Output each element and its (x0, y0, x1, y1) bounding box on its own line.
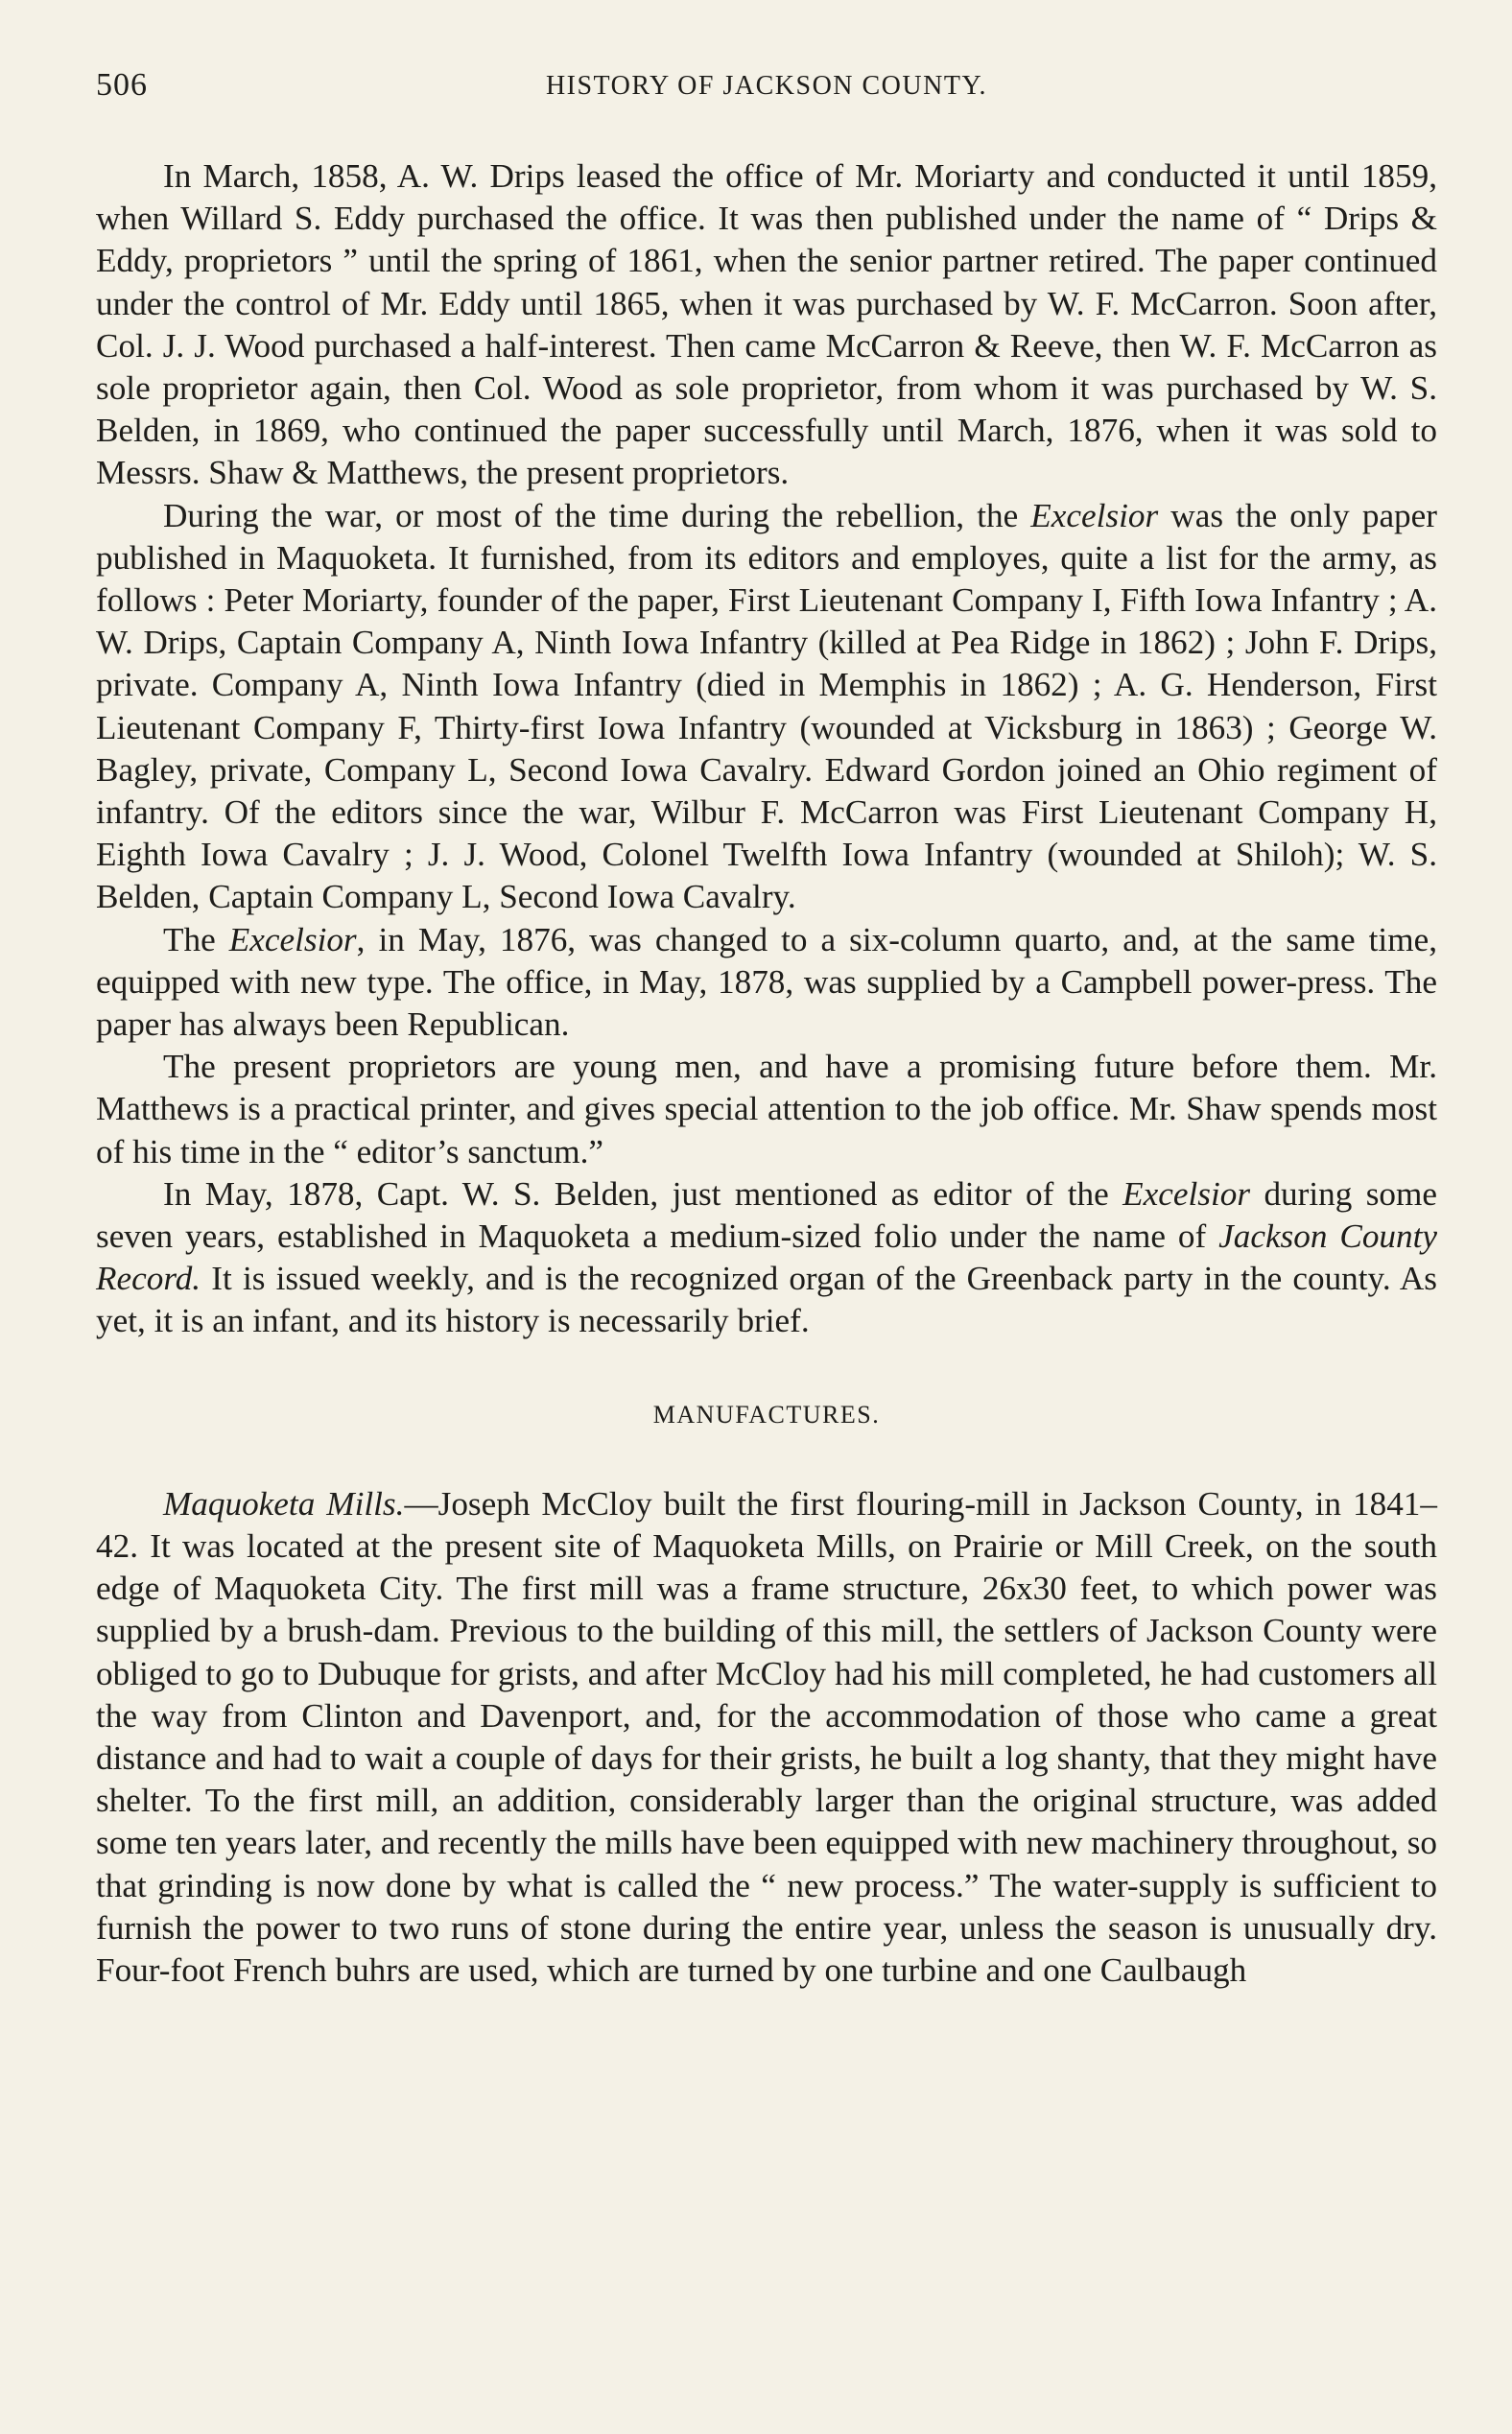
paragraph-war-service (96, 495, 1437, 919)
running-title: HISTORY OF JACKSON COUNTY. (545, 71, 988, 101)
running-head (96, 67, 1437, 115)
paragraph-text: The present proprietors are young men, and have a promising future before them. Mr. Matthews is a practical printer, and gives special attention to the job office. Mr. Shaw spends most of his time in the “ editor’s sanctum.” (96, 1048, 1437, 1170)
newspaper-title: Excelsior (1030, 496, 1159, 534)
paragraph-text: during some seven years, established in Maquoketa a medium-sized folio under the name of (96, 1174, 1437, 1256)
newspaper-title: Excelsior (228, 920, 357, 958)
paragraph-text: was the only paper published in Maquoketa. It furnished, from its editors and employes, quite a list for the army, as follows : Peter Moriarty, founder of the paper, First Lieutenant Company I, Fifth Iowa Infantry ; A. W. Drips, Captain Company A, Ninth Iowa Infantry (killed at Pea Ridge in 1862) ; John F. Drips, private. Company A, Ninth Iowa Infantry (died in Memphis in 1862) ; A. G. Henderson, First Lieutenant Company F, Thirty-first Iowa Infantry (wounded at Vicksburg in 1863) ; George W. Bagley, private, Company L, Second Iowa Cavalry. Edward Gordon joined an Ohio regiment of infantry. Of the editors since the war, Wilbur F. McCarron was First Lieutenant Company H, Eighth Iowa Cavalry ; J. J. Wood, Colonel Twelfth Iowa Infantry (wounded at Shiloh); W. S. Belden, Captain Company L, Second Iowa Cavalry. (96, 496, 1437, 916)
paragraph-text: In May, 1878, Capt. W. S. Belden, just mentioned as editor of the (163, 1174, 1123, 1213)
section-heading: MANUFACTURES. (652, 1400, 881, 1429)
mill-name: Maquoketa Mills. (163, 1484, 405, 1523)
paragraph-text: During the war, or most of the time during the rebellion, the (163, 496, 1031, 534)
paragraph-drips-eddy (96, 155, 1437, 495)
newspaper-title: Excelsior (1122, 1174, 1251, 1213)
paragraph-text: It is issued weekly, and is the recognized organ of the Greenback party in the county. As yet, it is an infant, and its history is necessarily brief. (96, 1260, 1437, 1340)
paragraph-text: In March, 1858, A. W. Drips leased the office of Mr. Moriarty and conducted it until 1859, when Willard S. Eddy purchased the office. It was then published under the name of “ Drips & Eddy, proprietors ” until the spring of 1861, when the senior partner retired. The paper continued under the control of Mr. Eddy until 1865, when it was purchased by W. F. McCarron. Soon after, Col. J. J. Wood purchased a half-interest. Then came McCarron & Reeve, then W. F. McCarron as sole proprietor again, then Col. Wood as sole proprietor, from whom it was purchased by W. S. Belden, in 1869, who continued the paper successfully until March, 1876, when it was sold to Messrs. Shaw & Matthews, the present proprietors. (96, 157, 1437, 492)
paragraph-quarto (96, 919, 1437, 1047)
newspaper-title: Jackson County Record. (96, 1217, 1437, 1298)
paragraph-county-record (96, 1173, 1437, 1343)
paragraph-maquoketa-mills (96, 1483, 1437, 1992)
book-page (96, 67, 1437, 1992)
paragraph-text: , in May, 1876, was changed to a six-column quarto, and, at the same time, equipped with new type. The office, in May, 1878, was supplied by a Campbell power-press. The paper has always been Republican. (96, 920, 1437, 1044)
page-number: 506 (96, 67, 148, 103)
paragraph-text: —Joseph McCloy built the first flouring-mill in Jackson County, in 1841–42. It was located at the present site of Maquoketa Mills, on Prairie or Mill Creek, on the south edge of Maquoketa City. The first mill was a frame structure, 26x30 feet, to which power was supplied by a brush-dam. Previous to the building of this mill, the settlers of Jackson County were obliged to go to Dubuque for grists, and after McCloy had his mill completed, he had customers all the way from Clinton and Davenport, and, for the accommodation of those who came a great distance and had to wait a couple of days for their grists, he built a log shanty, that they might have shelter. To the first mill, an addition, considerably larger than the original structure, was added some ten years later, and recently the mills have been equipped with new machinery throughout, so that grinding is now done by what is called the “ new process.” The water-supply is sufficient to furnish the power to two runs of stone during the entire year, unless the season is unusually dry. Four-foot French buhrs are used, which are turned by one turbine and one Caulbaugh (96, 1484, 1437, 1989)
paragraph-proprietors (96, 1046, 1437, 1173)
paragraph-text: The (163, 920, 229, 958)
